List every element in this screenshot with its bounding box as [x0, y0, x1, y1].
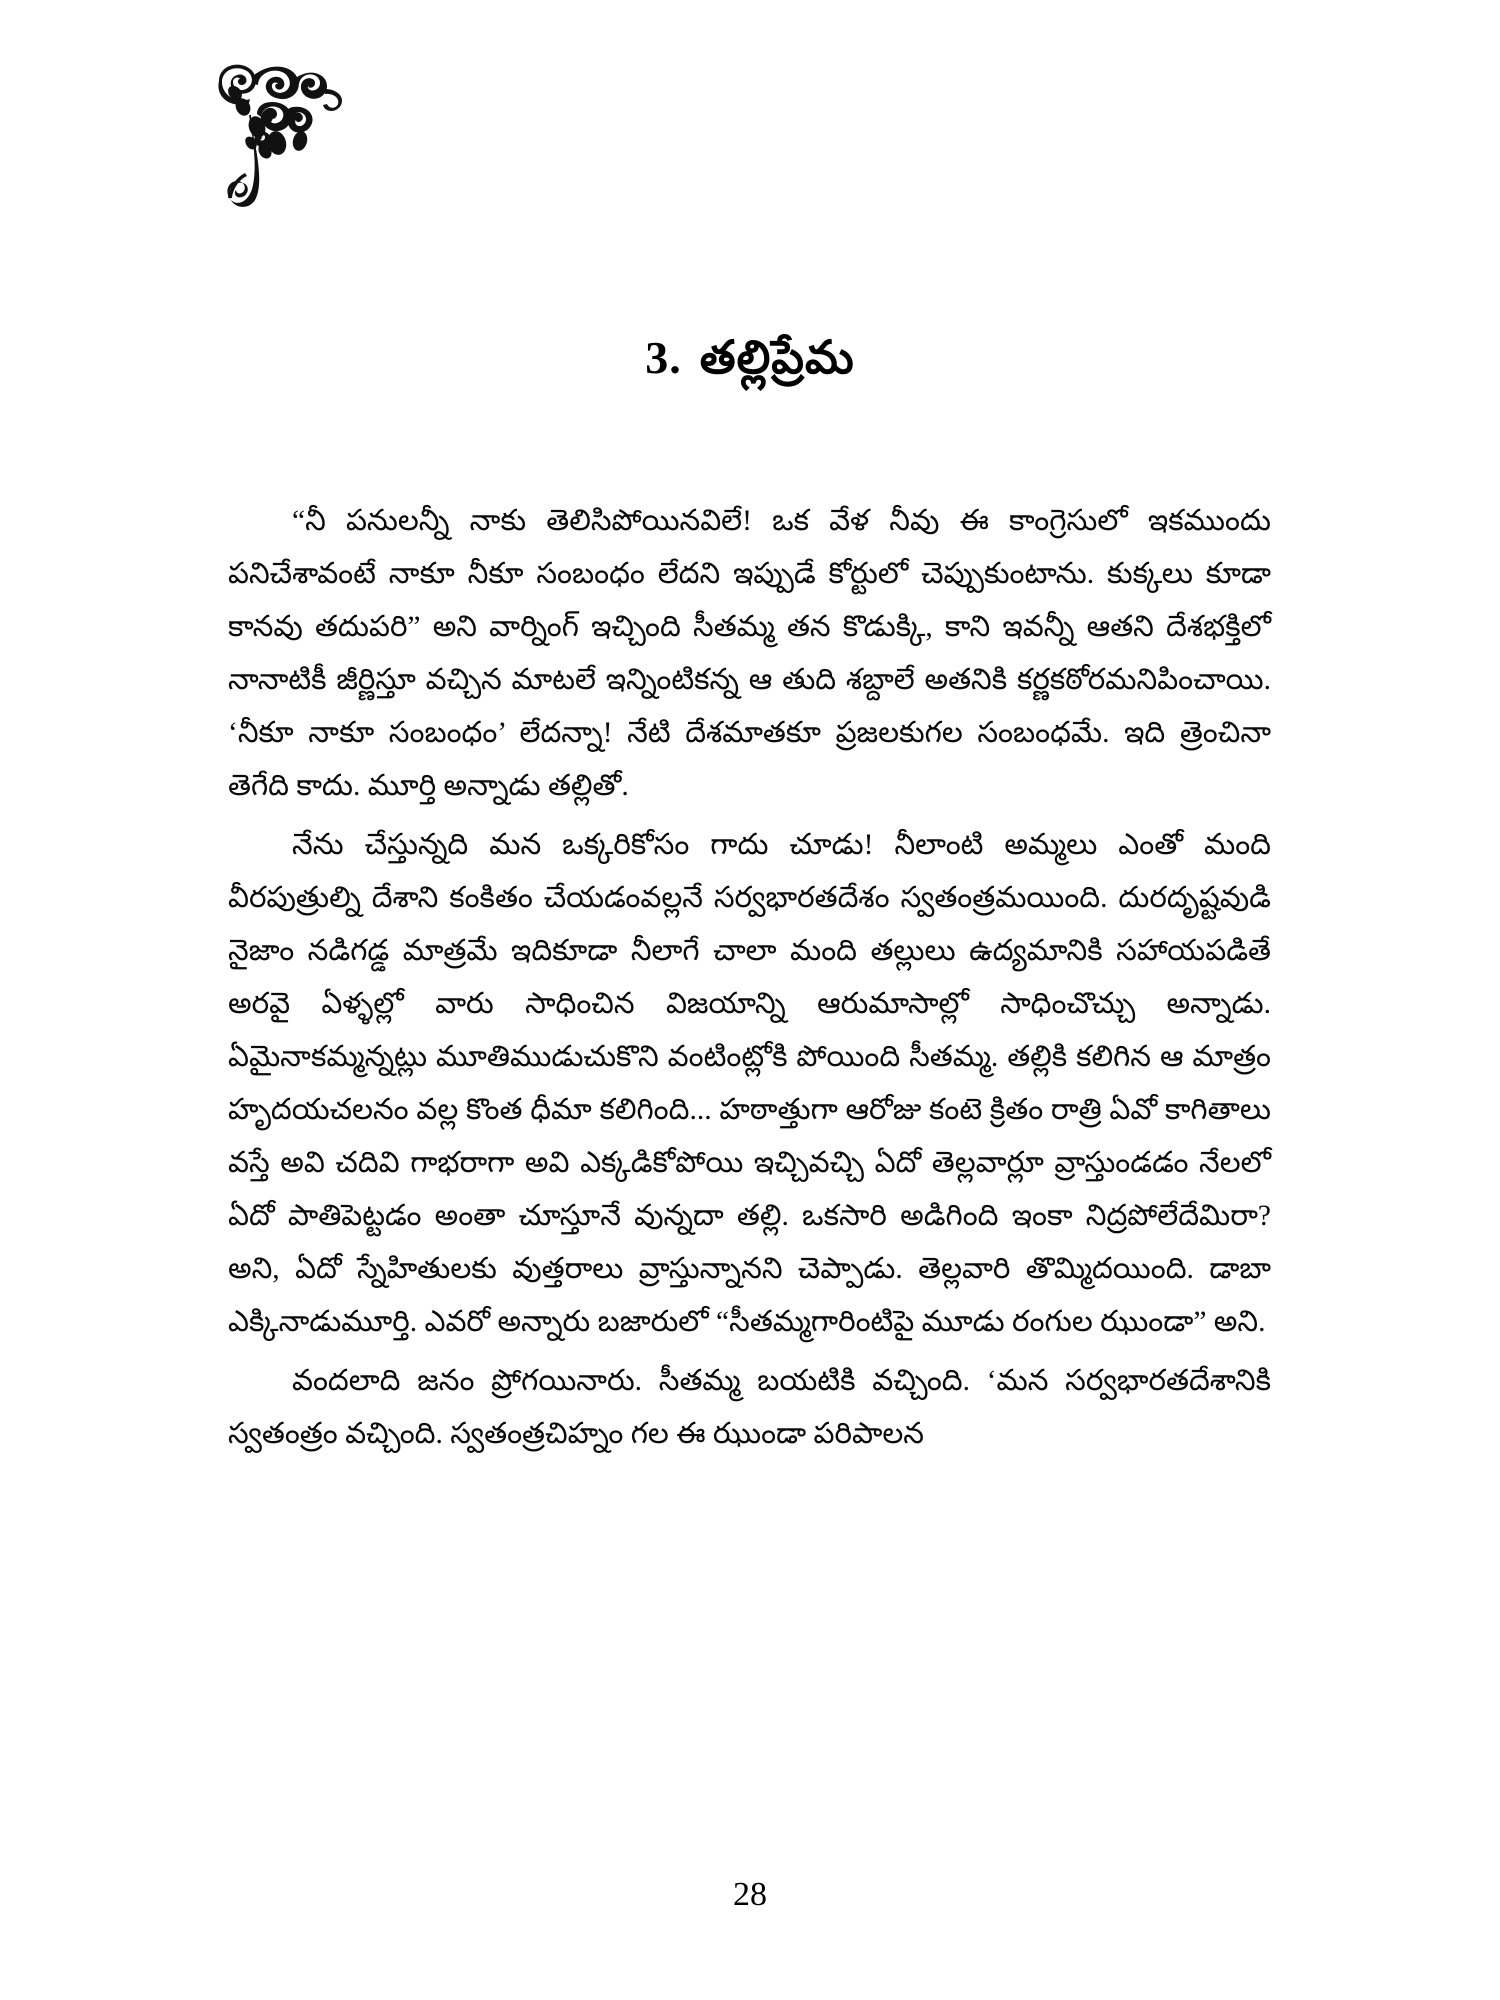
body-text: [228, 495, 1271, 1461]
floral-corner-ornament-icon: [205, 55, 405, 245]
paragraph: వందలాది జనం ప్రోగయినారు. సీతమ్మ బయటికి వచ్చింది. ‘మన సర్వభారతదేశానికి స్వతంత్రం వచ్చింది. స్వతంత్రచిహ్నం గల ఈ ఝుండా పరిపాలన: [228, 1365, 1271, 1450]
paragraph: “నీ పనులన్నీ నాకు తెలిసిపోయినవిలే! ఒక వేళ నీవు ఈ కాంగ్రెసులో ఇకముందు పనిచేశావంటే నాకూ నీకూ సంబంధం లేదని ఇప్పుడే కోర్టులో చెప్పుకుంటాను. కుక్కలు కూడా కానవు తదుపరి” అని వార్నింగ్ ఇచ్చింది సీతమ్మ తన కొడుక్కి, కాని ఇవన్నీ ఆతని దేశభక్తిలో నానాటికీ జీర్ణిస్తూ వచ్చిన మాటలే ఇన్నింటికన్న ఆ తుది శబ్దాలే అతనికి కర్ణకఠోరమనిపించాయి. ‘నీకూ నాకూ సంబంధం’ లేదన్నా! నేటి దేశమాతకూ ప్రజలకుగల సంబంధమే. ఇది త్రెంచినా తెగేది కాదు. మూర్తి అన్నాడు తల్లితో.: [228, 505, 1271, 802]
paragraph: నేను చేస్తున్నది మన ఒక్కరికోసం గాదు చూడు! నీలాంటి అమ్మలు ఎంతో మంది వీరపుత్రుల్ని దేశాని కంకితం చేయడంవల్లనే సర్వభారతదేశం స్వతంత్రమయింది. దురదృష్టవుడి నైజాం నడిగడ్డ మాత్రమే ఇదికూడా నీలాగే చాలా మంది తల్లులు ఉద్యమానికి సహాయపడితే అరవై ఏళ్ళల్లో వారు సాధించిన విజయాన్ని ఆరుమాసాల్లో సాధించొచ్చు అన్నాడు. ఏమైనాకమ్మన్నట్లు మూతిముడుచుకొని వంటింట్లోకి పోయింది సీతమ్మ. తల్లికి కలిగిన ఆ మాత్రం హృదయచలనం వల్ల కొంత ధీమా కలిగింది... హఠాత్తుగా ఆరోజు కంటె క్రితం రాత్రి ఏవో కాగితాలు వస్తే అవి చదివి గాభరాగా అవి ఎక్కడికోపోయి ఇచ్చివచ్చి ఏదో తెల్లవార్లూ వ్రాస్తుండడం నేలలో ఏదో పాతిపెట్టడం అంతా చూస్తూనే వున్నదా తల్లి. ఒకసారి అడిగింది ఇంకా నిద్రపోలేదేమిరా? అని, ఏదో స్నేహితులకు వుత్తరాలు వ్రాస్తున్నానని చెప్పాడు. తెల్లవారి తొమ్మిదయింది. డాబా ఎక్కినాడుమూర్తి. ఎవరో అన్నారు బజారులో “సీతమ్మగారింటిపై మూడు రంగుల ఝుండా” అని.: [228, 829, 1271, 1338]
chapter-title: తల్లి‌ప్రేమ: [699, 331, 855, 383]
page-number: 28: [733, 1876, 767, 1913]
chapter-number: 3.: [645, 331, 682, 383]
chapter-heading: [0, 331, 1500, 396]
